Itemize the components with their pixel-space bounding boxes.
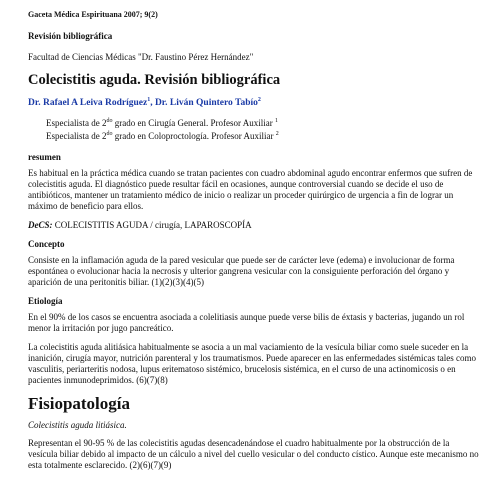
etiologia-heading: Etiología [28,296,63,307]
specialist-line: Especialista de $2^{do}$ grado en Cirugía General. Profesor Auxiliar $^1$ [46,118,278,129]
authors [28,97,481,108]
etiologia-text-1: En el 90% de los casos se encuentra asociada a colelitiasis aunque puede verse bilis de éxtasis y bacterias, jugando un rol menor la irritación por jugo pancreático. [28,312,465,334]
concepto-heading: Concepto [28,239,65,250]
section-type: Revisión bibliográfica [28,31,113,41]
resumen-heading: resumen [28,152,61,163]
author-1[interactable]: Dr. Rafael A Leiva Rodríguez [28,98,148,109]
fisiopatologia-text: Representan el 90-95 % de las colecistitis agudas desencadenándose el cuadro habitualmente por la obstrucción de la vesícula biliar debido al impacto de un cálculo a nivel del cuello vesicular o del conducto cístico. Aunque este mecanismo no esta totalmente esclarecido. (2)(6)(7)(9) [28,438,479,471]
decs-text: COLECISTITIS AGUDA / cirugía, LAPAROSCOPÍA [52,220,252,231]
fisiopatologia-heading: Fisiopatología [28,394,131,414]
concepto-text: Consiste en la inflamación aguda de la pared vesicular que puede ser de carácter leve (edema) e involucionar de forma espontánea o evolucionar hacia la necrosis y ulterior gangrena vesicular con la consiguiente perforación del órgano y aparición de una peritonitis biliar. (1)(2)(3)(4)(5) [28,255,455,288]
resumen-text: Es habitual en la práctica médica cuando se tratan pacientes con cuadro abdominal agudo encontrar enfermos que sufren de colecistitis aguda. El diagnóstico puede resultar fácil en ocasiones, aunque controversial cuando se decide el uso de antibióticos, mantener un tratamiento médico de inicio o realizar un proceder quirúrgico de urgencia a fin de lograr un máximo de beneficio para ellos. [28,168,473,212]
author-1-note: 1 [147,97,151,103]
decs-line [28,220,481,230]
decs-label: DeCS: [28,220,53,231]
etiologia-text-2: La colecistitis aguda alitiásica habitualmente se asocia a un mal vaciamiento de la vesícula biliar como suele suceder en la inanición, cirugía mayor, nutrición parenteral y los traumatismos. Puede aparecer en las enfermedades sistémicas tales como vasculitis, periarteritis nodosa, lupus eritematoso sistémico, brucelosis sistémica, en el curso de una actinomicosis o en pacientes inmunodeprimidos. (6)(7)(8) [28,342,476,386]
specialist-line: Especialista de $2^{do}$ grado en Coloproctología. Profesor Auxiliar $^2$ [46,131,279,142]
article-title: Colecistitis aguda. Revisión bibliográfica [28,72,281,88]
affiliation: Facultad de Ciencias Médicas "Dr. Faustino Pérez Hernández" [28,52,254,62]
author-2[interactable]: Dr. Liván Quintero Tabío [154,98,258,109]
author-separator: , [150,98,155,109]
journal-line: Gaceta Médica Espirituana 2007; 9(2) [28,10,158,19]
fisiopatologia-subheading: Colecistitis aguda litiásica. [28,420,127,431]
specialist-list [28,116,481,142]
author-2-note: 2 [257,97,261,103]
